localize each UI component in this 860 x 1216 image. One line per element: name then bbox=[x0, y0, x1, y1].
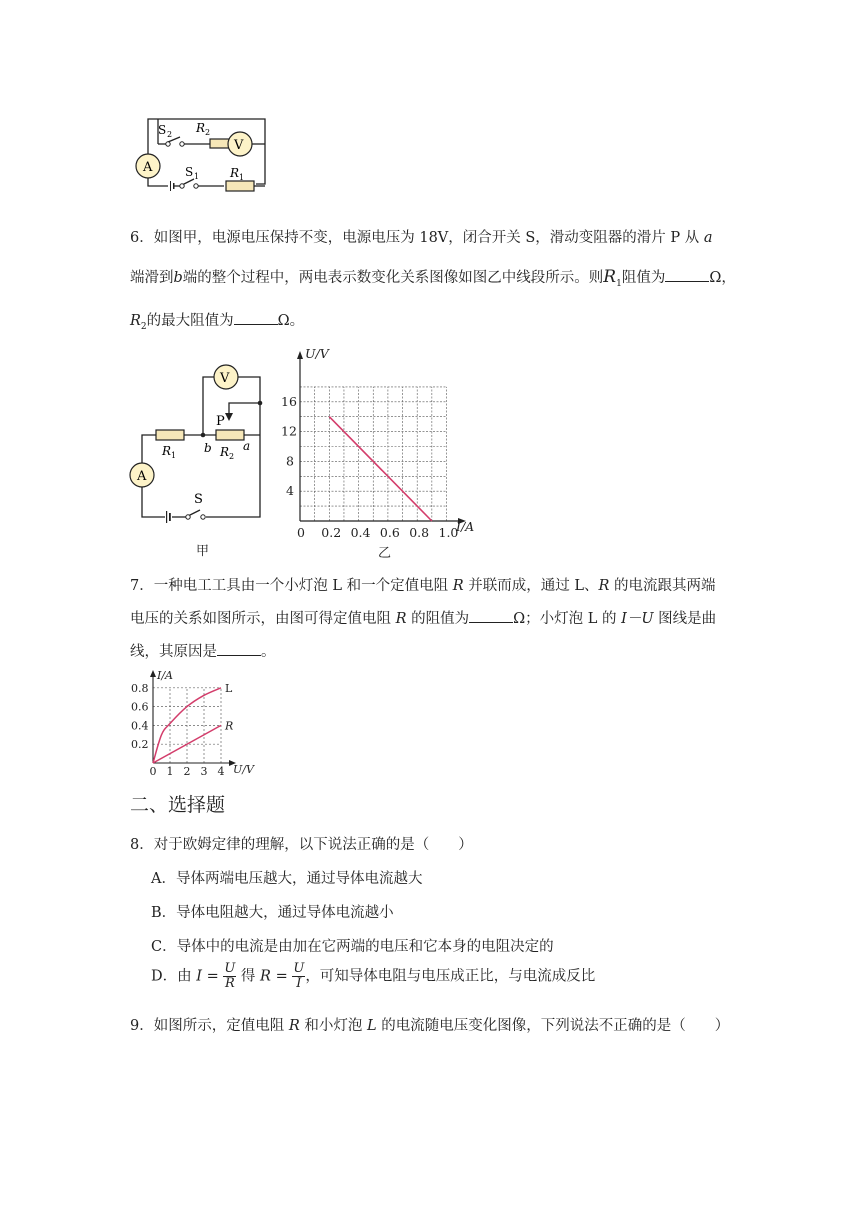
r2-label: R bbox=[196, 121, 206, 135]
q7-text-2b: 的阻值为 bbox=[406, 611, 470, 627]
q6-r1-sub: 1 bbox=[171, 451, 177, 460]
x-tick-label: 1.0 bbox=[438, 525, 459, 540]
q7-var-r3: R bbox=[395, 611, 407, 627]
q7-text-1b: 并联而成，通过 L、 bbox=[463, 578, 599, 594]
q6-r1-var: R bbox=[603, 267, 617, 287]
q7-var-r1: R bbox=[452, 578, 464, 594]
ammeter-label: A bbox=[143, 160, 153, 175]
q8-d-prefix: D．由 bbox=[151, 968, 197, 985]
q7-iu-chart bbox=[128, 668, 268, 780]
q7-text-2d: 图线是曲 bbox=[653, 611, 717, 627]
x-tick-label: 2 bbox=[183, 765, 191, 778]
q7-blank-2[interactable] bbox=[217, 643, 261, 656]
q7-text-1c: 的电流跟其两端 bbox=[609, 578, 716, 594]
q6-r2-label: R bbox=[220, 445, 230, 459]
y-tick-label: 0.4 bbox=[131, 719, 149, 733]
s2-label: S bbox=[158, 123, 167, 137]
y-tick-label: 16 bbox=[281, 393, 297, 409]
q6-voltmeter-label: V bbox=[220, 371, 230, 386]
q6-line-2 bbox=[130, 266, 736, 289]
y-tick-label: 0.8 bbox=[131, 681, 149, 695]
q7-line-3 bbox=[130, 640, 276, 661]
q8-d-suffix: ，可知导体电阻与电压成正比，与电流成反比 bbox=[305, 968, 596, 985]
q6-line-3 bbox=[130, 309, 304, 332]
q8-option-b[interactable]: B．导体电阻越大，通过导体电流越小 bbox=[151, 905, 394, 921]
y-axis-label: U/V bbox=[305, 346, 329, 361]
x-tick-label: 4 bbox=[217, 765, 225, 778]
s1-sub: 1 bbox=[194, 172, 200, 181]
q6-switch-s: S bbox=[194, 492, 203, 507]
x-axis-label: U/V bbox=[233, 763, 254, 776]
x-tick-label: 0.6 bbox=[379, 525, 400, 540]
q8-d-f1-num: U bbox=[224, 961, 236, 976]
q7-iu: I－U bbox=[621, 611, 654, 627]
y-tick-label: 4 bbox=[286, 483, 294, 499]
q7-text-3a: 线，其原因是 bbox=[130, 644, 217, 660]
q7-line-2 bbox=[130, 607, 716, 628]
q6-unit-2: Ω。 bbox=[277, 313, 305, 329]
q8-d-f2-den: I bbox=[296, 976, 302, 991]
q8-number: 8． bbox=[130, 837, 154, 853]
q7-text-1a: 一种电工工具由一个小灯泡 L 和一个定值电阻 bbox=[153, 578, 453, 594]
q6-text-1: 如图甲，电源电压保持不变，电源电压为 18V，闭合开关 S，滑动变阻器的滑片 P 从 bbox=[153, 230, 704, 246]
q6-circuit-figure bbox=[128, 355, 278, 530]
q6-text-2a: 端滑到 bbox=[130, 270, 174, 286]
q8-option-c[interactable]: C．导体中的电流是由加在它两端的电压和它本身的电阻决定的 bbox=[151, 939, 554, 955]
q6-a-label: a bbox=[243, 439, 251, 453]
q8-stem bbox=[130, 833, 473, 854]
q6-text-3a: 的最大阻值为 bbox=[146, 313, 234, 329]
q6-text-2c: 阻值为 bbox=[621, 270, 666, 286]
q7-blank-1[interactable] bbox=[469, 610, 513, 623]
q6-line-1 bbox=[130, 226, 713, 247]
q6-slider-p: P bbox=[216, 414, 225, 429]
r1-sub: 1 bbox=[239, 173, 245, 182]
q8-d-f2-num: U bbox=[293, 961, 305, 976]
series-label-L: L bbox=[225, 681, 233, 695]
r2-sub: 2 bbox=[205, 128, 211, 137]
q7-number: 7． bbox=[130, 578, 154, 594]
x-tick-label: 0 bbox=[149, 765, 157, 778]
q8-d-fraction-2 bbox=[292, 962, 305, 991]
voltmeter-label: V bbox=[234, 138, 244, 153]
r1-label: R bbox=[230, 166, 240, 180]
q6-r2-sub: 2 bbox=[229, 452, 235, 461]
q6-blank-2[interactable] bbox=[234, 312, 278, 325]
q6-ui-chart bbox=[280, 345, 480, 550]
q6-r2-sub: 2 bbox=[140, 321, 147, 332]
x-tick-label: 1 bbox=[166, 765, 174, 778]
q7-text-2c: Ω；小灯泡 L 的 bbox=[513, 611, 622, 627]
s1-label: S bbox=[185, 165, 194, 179]
q8-stem-text: 对于欧姆定律的理解，以下说法正确的是（ ） bbox=[153, 837, 473, 853]
q6-r2-var: R bbox=[130, 313, 141, 329]
q9-stem bbox=[130, 1014, 729, 1035]
q6-fig-label-jia: 甲 bbox=[196, 544, 210, 559]
r2-rheostat bbox=[216, 430, 244, 440]
s2-sub: 2 bbox=[167, 130, 173, 139]
q6-fig-label-yi: 乙 bbox=[378, 546, 392, 561]
q6-r1-label: R bbox=[162, 444, 172, 458]
y-axis-arrow bbox=[150, 670, 156, 677]
q6-r1-sub: 1 bbox=[616, 278, 622, 289]
x-tick-label: 0.4 bbox=[350, 525, 371, 540]
q9-var-r: R bbox=[288, 1018, 300, 1034]
q9-text-c: 的电流随电压变化图像，下列说法不正确的是（ ） bbox=[376, 1018, 730, 1034]
q7-line-1 bbox=[130, 574, 716, 595]
y-tick-label: 12 bbox=[281, 423, 297, 439]
q8-d-mid: 得 bbox=[236, 968, 261, 985]
r1-resistor bbox=[226, 181, 254, 191]
y-tick-label: 0.6 bbox=[131, 700, 149, 714]
q6-text-2b: 端的整个过程中，两电表示数变化关系图像如图乙中线段所示。则 bbox=[182, 270, 604, 286]
x-tick-label: 0 bbox=[297, 525, 305, 540]
section-title: 二、选择题 bbox=[130, 794, 226, 816]
q9-var-l: L bbox=[366, 1018, 377, 1034]
q6-var-b: b bbox=[173, 270, 183, 286]
q8-d-r: R bbox=[260, 968, 271, 985]
q7-var-r2: R bbox=[598, 578, 610, 594]
q6-number: 6． bbox=[130, 230, 154, 246]
q9-number: 9． bbox=[130, 1018, 154, 1034]
q6-blank-1[interactable] bbox=[665, 269, 709, 282]
q9-text-b: 和小灯泡 bbox=[299, 1018, 367, 1034]
q6-unit-1: Ω， bbox=[709, 270, 736, 286]
y-axis-label: I/A bbox=[157, 669, 173, 682]
q7-text-3b: 。 bbox=[261, 644, 276, 660]
q8-option-a[interactable]: A．导体两端电压越大，通过导体电流越大 bbox=[151, 871, 423, 887]
q8-d-fraction-1 bbox=[223, 962, 236, 991]
q6-b-label: b bbox=[204, 441, 212, 455]
q8-option-d[interactable] bbox=[151, 962, 595, 991]
x-tick-label: 0.2 bbox=[321, 525, 342, 540]
q6-var-a: a bbox=[703, 230, 713, 246]
q7-text-2a: 电压的关系如图所示，由图可得定值电阻 bbox=[130, 611, 396, 627]
x-tick-label: 3 bbox=[200, 765, 208, 778]
x-tick-label: 0.8 bbox=[409, 525, 430, 540]
q8-d-eq2: = bbox=[270, 968, 293, 985]
series-line bbox=[329, 417, 432, 521]
y-tick-label: 0.2 bbox=[131, 738, 149, 752]
q6-ammeter-label: A bbox=[137, 469, 147, 484]
circuit-top-figure bbox=[130, 112, 280, 202]
y-tick-label: 8 bbox=[286, 453, 294, 469]
q9-text-a: 如图所示，定值电阻 bbox=[153, 1018, 289, 1034]
q8-d-f1-den: R bbox=[224, 976, 235, 991]
q8-d-eq1: = bbox=[201, 968, 224, 985]
series-label-R: R bbox=[225, 719, 234, 733]
r1-resistor bbox=[156, 430, 184, 440]
y-axis-arrow bbox=[297, 351, 303, 359]
q8-d-i: I bbox=[196, 968, 202, 985]
x-axis-label: I/A bbox=[456, 519, 475, 534]
